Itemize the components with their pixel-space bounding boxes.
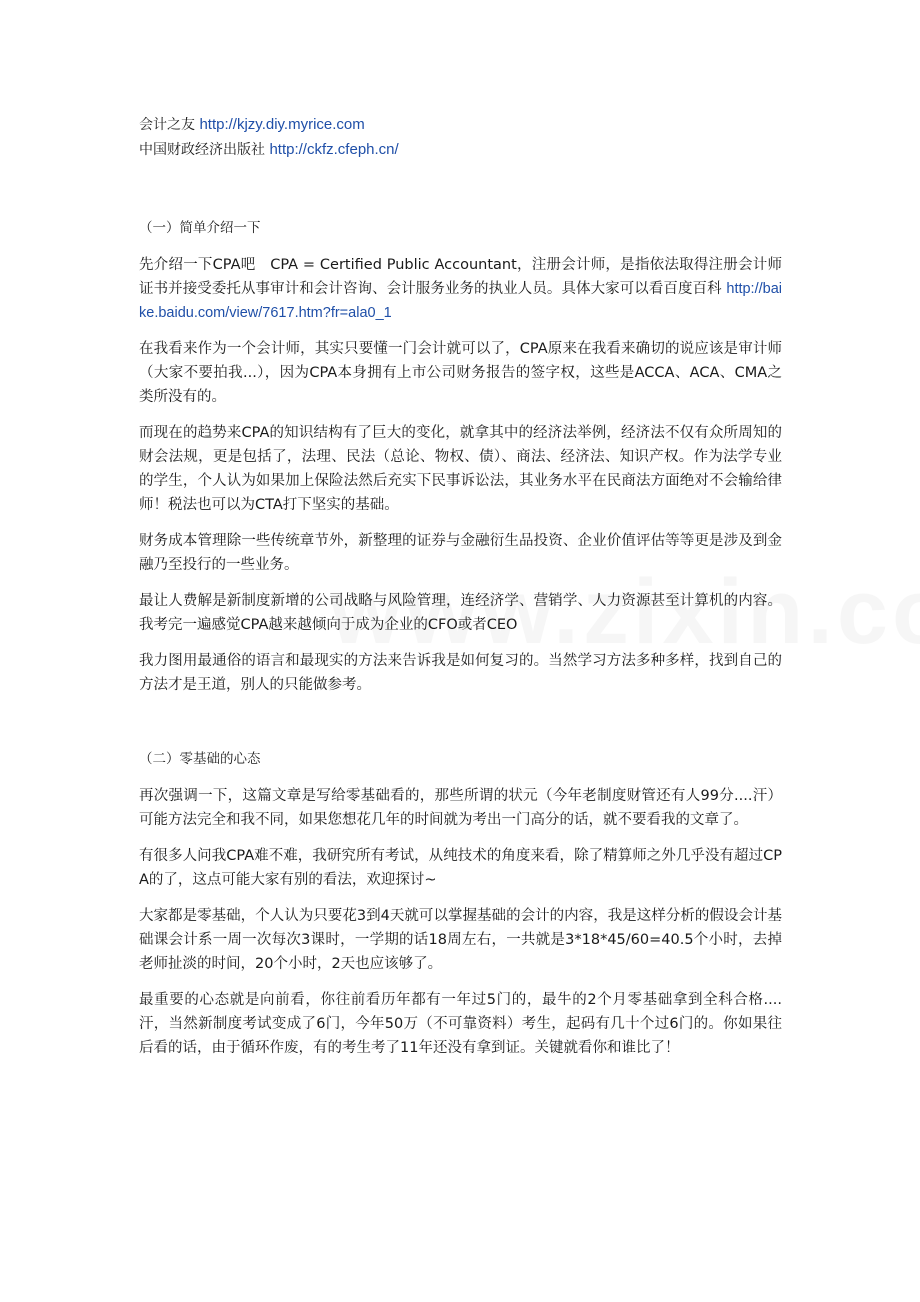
section-2-paragraph-1: 再次强调一下，这篇文章是写给零基础看的，那些所谓的状元（今年老制度财管还有人99分....汗）可能方法完全和我不同，如果您想花几年的时间就为考出一门高分的话，就不要看我的文章了。	[139, 788, 782, 828]
section-2-paragraph-2: 有很多人问我CPA难不难，我研究所有考试，从纯技术的角度来看，除了精算师之外几乎没有超过CPA的了，这点可能大家有别的看法，欢迎探讨~	[139, 848, 782, 888]
section-1-paragraph-3: 而现在的趋势来CPA的知识结构有了巨大的变化，就拿其中的经济法举例，经济法不仅有众所周知的财会法规，更是包括了，法理、民法（总论、物权、债）、商法、经济法、知识产权。作为法学专业的学生，个人认为如果加上保险法然后充实下民事诉讼法，其业务水平在民商法方面绝对不会输给律师！税法也可以为CTA打下坚实的基础。	[139, 425, 782, 513]
source-line-2	[139, 137, 782, 162]
source-2-link[interactable]: http://ckfz.cfeph.cn/	[269, 141, 399, 158]
section-2-paragraph-3: 大家都是零基础，个人认为只要花3到4天就可以掌握基础的会计的内容，我是这样分析的假设会计基础课会计系一周一次每次3课时，一学期的话18周左右，一共就是3*18*45/60=40.5个小时，去掉老师扯淡的时间，20个小时，2天也应该够了。	[139, 908, 782, 972]
section-2-title: （二）零基础的心态	[139, 751, 261, 767]
source-2-label: 中国财政经济出版社	[139, 142, 270, 158]
source-1-link[interactable]: http://kjzy.diy.myrice.com	[199, 116, 365, 133]
section-1-paragraph-4: 财务成本管理除一些传统章节外，新整理的证券与金融衍生品投资、企业价值评估等等更是涉及到金融乃至投行的一些业务。	[139, 533, 782, 573]
section-1-paragraph-6: 我力图用最通俗的语言和最现实的方法来告诉我是如何复习的。当然学习方法多种多样，找到自己的方法才是王道，别人的只能做参考。	[139, 653, 782, 693]
section-1-title: （一）简单介绍一下	[139, 220, 261, 236]
baike-link[interactable]: http://baike.baidu.com/view/7617.htm?fr=ala0_1	[139, 281, 782, 321]
section-1-paragraph-5: 最让人费解是新制度新增的公司战略与风险管理，连经济学、营销学、人力资源甚至计算机的内容。我考完一遍感觉CPA越来越倾向于成为企业的CFO或者CEO	[139, 593, 782, 633]
section-1-paragraph-1-text: 先介绍一下CPA吧 CPA = Certified Public Accountant，注册会计师，是指依法取得注册会计师证书并接受委托从事审计和会计咨询、会计服务业务的执业人员。具体大家可以看百度百科	[139, 257, 782, 297]
source-1-label: 会计之友	[139, 117, 200, 133]
section-1-paragraph-1	[139, 253, 782, 325]
document-body	[139, 112, 782, 1060]
section-2-paragraph-4: 最重要的心态就是向前看，你往前看历年都有一年过5门的，最牛的2个月零基础拿到全科合格....汗，当然新制度考试变成了6门，今年50万（不可靠资料）考生，起码有几十个过6门的。你如果往后看的话，由于循环作废，有的考生考了11年还没有拿到证。关键就看你和谁比了！	[139, 992, 782, 1056]
section-1-paragraph-2: 在我看来作为一个会计师，其实只要懂一门会计就可以了，CPA原来在我看来确切的说应该是审计师（大家不要拍我...），因为CPA本身拥有上市公司财务报告的签字权，这些是ACCA、ACA、CMA之类所没有的。	[139, 341, 782, 405]
source-line-1	[139, 112, 782, 137]
